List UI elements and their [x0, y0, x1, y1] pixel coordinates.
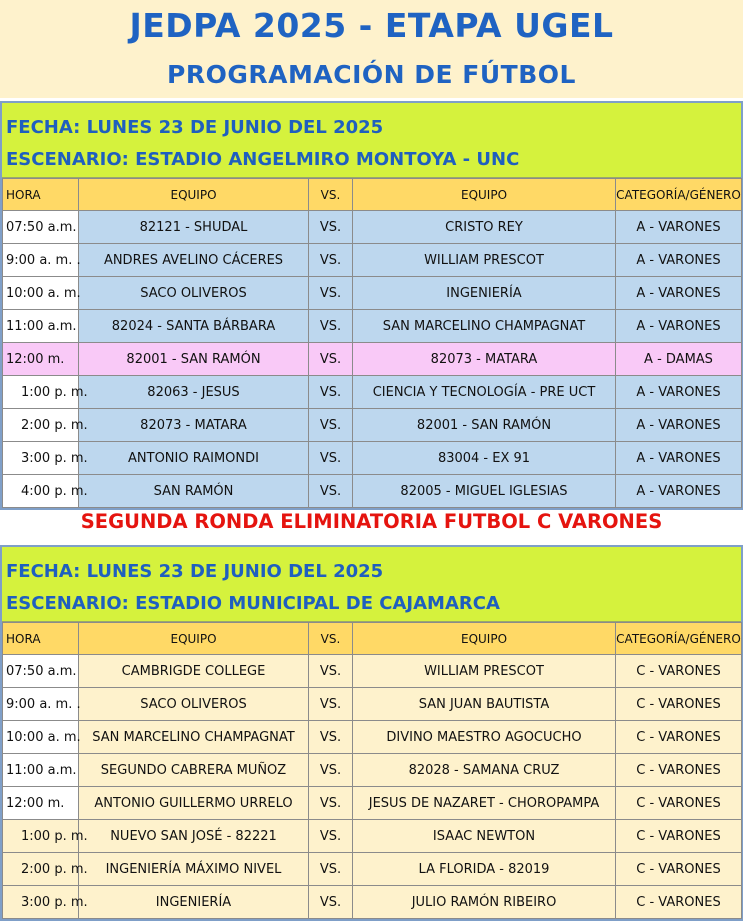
- cell-hora: 9:00 a. m. .: [3, 244, 79, 277]
- cell-equipo-1: ANDRES AVELINO CÁCERES: [79, 244, 309, 277]
- col-header-equipo-2: EQUIPO: [353, 179, 616, 211]
- cell-equipo-2: INGENIERÍA: [353, 277, 616, 310]
- cell-equipo-2: JULIO RAMÓN RIBEIRO: [353, 886, 616, 919]
- cell-vs: VS.: [309, 211, 353, 244]
- table-row: [3, 787, 742, 820]
- cell-equipo-1: SAN RAMÓN: [79, 475, 309, 508]
- cell-hora: 10:00 a. m.: [3, 721, 79, 754]
- cell-equipo-1: 82024 - SANTA BÁRBARA: [79, 310, 309, 343]
- cell-hora: 12:00 m.: [3, 787, 79, 820]
- cell-hora: 2:00 p. m.: [3, 409, 79, 442]
- cell-equipo-1: ANTONIO GUILLERMO URRELO: [79, 787, 309, 820]
- cell-hora: 3:00 p. m.: [3, 886, 79, 919]
- cell-categoria: A - DAMAS: [616, 343, 742, 376]
- section-1-escenario: ESCENARIO: ESTADIO ANGELMIRO MONTOYA - UNC: [6, 149, 520, 170]
- section-2-info: [2, 547, 741, 622]
- col-header-categoria: CATEGORÍA/GÉNERO: [616, 623, 742, 655]
- cell-vs: VS.: [309, 343, 353, 376]
- cell-vs: VS.: [309, 655, 353, 688]
- cell-equipo-2: LA FLORIDA - 82019: [353, 853, 616, 886]
- cell-categoria: C - VARONES: [616, 853, 742, 886]
- cell-vs: VS.: [309, 310, 353, 343]
- cell-equipo-1: SACO OLIVEROS: [79, 277, 309, 310]
- table-row: [3, 277, 742, 310]
- cell-hora: 07:50 a.m.: [3, 211, 79, 244]
- cell-equipo-1: 82063 - JESUS: [79, 376, 309, 409]
- cell-equipo-1: SACO OLIVEROS: [79, 688, 309, 721]
- schedule-table-2: [2, 622, 742, 919]
- table-row: [3, 655, 742, 688]
- cell-vs: VS.: [309, 475, 353, 508]
- page-subtitle: PROGRAMACIÓN DE FÚTBOL: [167, 60, 576, 89]
- page-title: JEDPA 2025 - ETAPA UGEL: [129, 6, 614, 45]
- cell-categoria: A - VARONES: [616, 310, 742, 343]
- cell-categoria: A - VARONES: [616, 409, 742, 442]
- cell-equipo-1: NUEVO SAN JOSÉ - 82221: [79, 820, 309, 853]
- round-title: SEGUNDA RONDA ELIMINATORIA FUTBOL C VARONES: [80, 510, 663, 533]
- cell-equipo-1: 82121 - SHUDAL: [79, 211, 309, 244]
- table-row: [3, 853, 742, 886]
- table-row: [3, 310, 742, 343]
- cell-categoria: C - VARONES: [616, 688, 742, 721]
- cell-equipo-2: JESUS DE NAZARET - CHOROPAMPA: [353, 787, 616, 820]
- cell-equipo-1: SAN MARCELINO CHAMPAGNAT: [79, 721, 309, 754]
- cell-equipo-1: 82001 - SAN RAMÓN: [79, 343, 309, 376]
- cell-equipo-1: CAMBRIGDE COLLEGE: [79, 655, 309, 688]
- cell-vs: VS.: [309, 754, 353, 787]
- col-header-equipo-1: EQUIPO: [79, 179, 309, 211]
- cell-vs: VS.: [309, 820, 353, 853]
- table-row: [3, 754, 742, 787]
- cell-vs: VS.: [309, 244, 353, 277]
- cell-categoria: C - VARONES: [616, 787, 742, 820]
- cell-equipo-1: ANTONIO RAIMONDI: [79, 442, 309, 475]
- col-header-hora: HORA: [3, 179, 79, 211]
- table-row: [3, 886, 742, 919]
- section-1-info: [2, 103, 741, 178]
- col-header-equipo-1: EQUIPO: [79, 623, 309, 655]
- cell-categoria: C - VARONES: [616, 754, 742, 787]
- col-header-equipo-2: EQUIPO: [353, 623, 616, 655]
- cell-hora: 07:50 a.m.: [3, 655, 79, 688]
- schedule-section-1: [0, 101, 743, 510]
- cell-categoria: A - VARONES: [616, 376, 742, 409]
- cell-hora: 1:00 p. m.: [3, 376, 79, 409]
- table-header-row: [3, 179, 742, 211]
- cell-hora: 12:00 m.: [3, 343, 79, 376]
- table-row: [3, 442, 742, 475]
- table-row: [3, 688, 742, 721]
- cell-vs: VS.: [309, 376, 353, 409]
- cell-equipo-2: WILLIAM PRESCOT: [353, 244, 616, 277]
- cell-vs: VS.: [309, 721, 353, 754]
- cell-categoria: A - VARONES: [616, 475, 742, 508]
- cell-equipo-2: ISAAC NEWTON: [353, 820, 616, 853]
- cell-hora: 11:00 a.m.: [3, 754, 79, 787]
- col-header-vs: VS.: [309, 623, 353, 655]
- cell-categoria: A - VARONES: [616, 244, 742, 277]
- cell-hora: 9:00 a. m. .: [3, 688, 79, 721]
- table-row: [3, 820, 742, 853]
- col-header-categoria: CATEGORÍA/GÉNERO: [616, 179, 742, 211]
- cell-hora: 11:00 a.m.: [3, 310, 79, 343]
- cell-categoria: C - VARONES: [616, 886, 742, 919]
- cell-vs: VS.: [309, 853, 353, 886]
- cell-equipo-2: 82028 - SAMANA CRUZ: [353, 754, 616, 787]
- cell-equipo-1: 82073 - MATARA: [79, 409, 309, 442]
- section-2-escenario: ESCENARIO: ESTADIO MUNICIPAL DE CAJAMARCA: [6, 593, 500, 614]
- cell-equipo-2: 82001 - SAN RAMÓN: [353, 409, 616, 442]
- section-1-fecha: FECHA: LUNES 23 DE JUNIO DEL 2025: [6, 117, 384, 138]
- schedule-table-1: [2, 178, 742, 508]
- cell-equipo-2: 83004 - EX 91: [353, 442, 616, 475]
- cell-equipo-2: SAN MARCELINO CHAMPAGNAT: [353, 310, 616, 343]
- cell-vs: VS.: [309, 409, 353, 442]
- table-row: [3, 211, 742, 244]
- table-row: [3, 409, 742, 442]
- cell-categoria: A - VARONES: [616, 277, 742, 310]
- cell-equipo-1: SEGUNDO CABRERA MUÑOZ: [79, 754, 309, 787]
- cell-equipo-1: INGENIERÍA MÁXIMO NIVEL: [79, 853, 309, 886]
- cell-vs: VS.: [309, 442, 353, 475]
- schedule-section-2: [0, 545, 743, 921]
- table-row: [3, 244, 742, 277]
- table-row-highlighted: [3, 343, 742, 376]
- cell-vs: VS.: [309, 277, 353, 310]
- table-row: [3, 376, 742, 409]
- cell-vs: VS.: [309, 787, 353, 820]
- cell-equipo-2: CIENCIA Y TECNOLOGÍA - PRE UCT: [353, 376, 616, 409]
- cell-equipo-2: 82073 - MATARA: [353, 343, 616, 376]
- cell-equipo-2: SAN JUAN BAUTISTA: [353, 688, 616, 721]
- cell-categoria: C - VARONES: [616, 721, 742, 754]
- table-row: [3, 475, 742, 508]
- cell-categoria: A - VARONES: [616, 211, 742, 244]
- table-header-row: [3, 623, 742, 655]
- cell-hora: 1:00 p. m.: [3, 820, 79, 853]
- cell-equipo-2: WILLIAM PRESCOT: [353, 655, 616, 688]
- cell-vs: VS.: [309, 886, 353, 919]
- col-header-vs: VS.: [309, 179, 353, 211]
- cell-equipo-2: CRISTO REY: [353, 211, 616, 244]
- cell-hora: 4:00 p. m.: [3, 475, 79, 508]
- col-header-hora: HORA: [3, 623, 79, 655]
- cell-categoria: A - VARONES: [616, 442, 742, 475]
- cell-equipo-1: INGENIERÍA: [79, 886, 309, 919]
- cell-vs: VS.: [309, 688, 353, 721]
- cell-categoria: C - VARONES: [616, 820, 742, 853]
- cell-hora: 2:00 p. m.: [3, 853, 79, 886]
- cell-hora: 10:00 a. m.: [3, 277, 79, 310]
- cell-hora: 3:00 p. m.: [3, 442, 79, 475]
- table-row: [3, 721, 742, 754]
- cell-categoria: C - VARONES: [616, 655, 742, 688]
- cell-equipo-2: 82005 - MIGUEL IGLESIAS: [353, 475, 616, 508]
- cell-equipo-2: DIVINO MAESTRO AGOCUCHO: [353, 721, 616, 754]
- section-2-fecha: FECHA: LUNES 23 DE JUNIO DEL 2025: [6, 561, 384, 582]
